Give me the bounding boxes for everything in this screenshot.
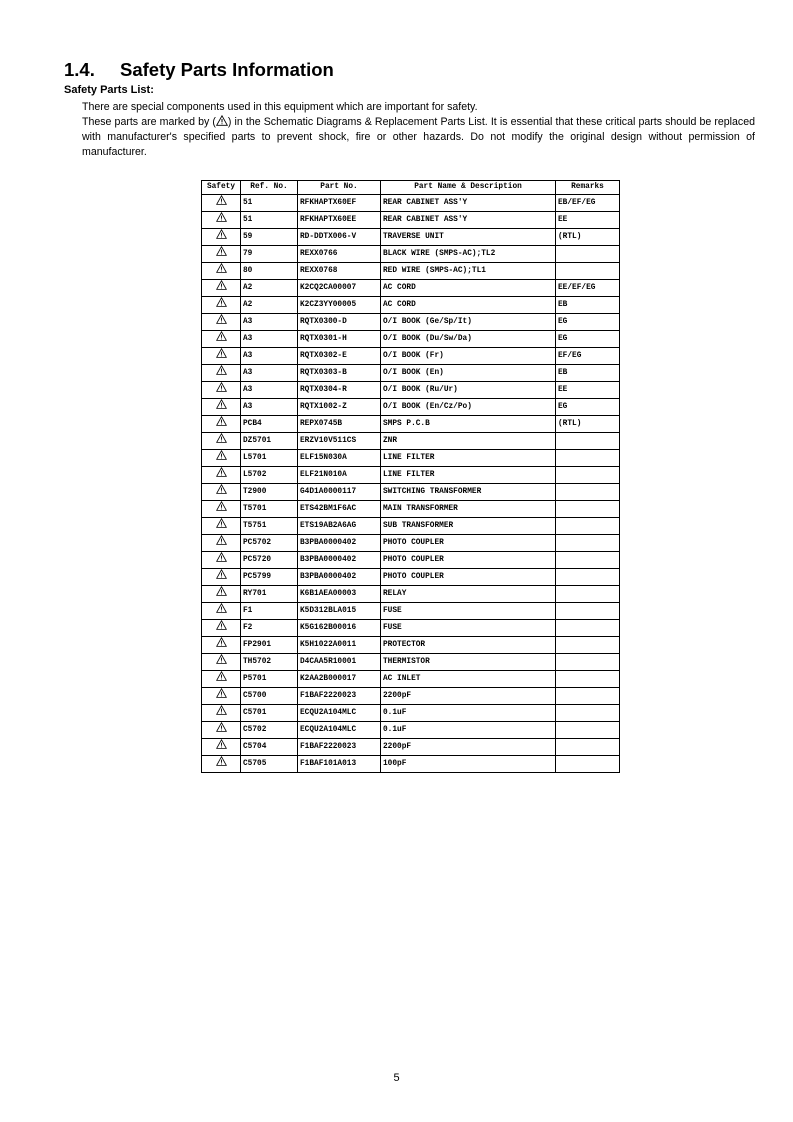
part-no-cell: ERZV10V511CS <box>298 433 381 450</box>
table-row <box>202 365 620 382</box>
safety-parts-table <box>201 180 620 773</box>
table-row <box>202 535 620 552</box>
safety-cell <box>202 586 241 603</box>
table-row <box>202 518 620 535</box>
safety-cell <box>202 416 241 433</box>
remarks-cell <box>556 688 620 705</box>
ref-no-cell: C5705 <box>241 756 298 773</box>
part-no-cell: REXX0768 <box>298 263 381 280</box>
safety-cell <box>202 518 241 535</box>
part-no-cell: ECQU2A104MLC <box>298 705 381 722</box>
description-cell: 2200pF <box>381 688 556 705</box>
safety-cell <box>202 433 241 450</box>
ref-no-cell: A3 <box>241 314 298 331</box>
description-cell: PROTECTOR <box>381 637 556 654</box>
description-cell: O/I BOOK (En) <box>381 365 556 382</box>
part-no-cell: F1BAF2220023 <box>298 739 381 756</box>
remarks-cell <box>556 518 620 535</box>
description-cell: FUSE <box>381 620 556 637</box>
description-cell: AC CORD <box>381 280 556 297</box>
table-row <box>202 450 620 467</box>
table-row <box>202 212 620 229</box>
description-cell: 100pF <box>381 756 556 773</box>
warning-triangle-icon <box>216 319 227 327</box>
ref-no-cell: F2 <box>241 620 298 637</box>
safety-cell <box>202 263 241 280</box>
remarks-cell <box>556 263 620 280</box>
ref-no-cell: 51 <box>241 212 298 229</box>
section-number: 1.4. <box>64 59 95 80</box>
warning-triangle-icon <box>216 608 227 616</box>
part-no-cell: K2CQ2CA00007 <box>298 280 381 297</box>
warning-triangle-icon <box>216 693 227 701</box>
safety-cell <box>202 195 241 212</box>
safety-cell <box>202 722 241 739</box>
subsection-title: Safety Parts List: <box>64 84 154 96</box>
safety-cell <box>202 467 241 484</box>
paragraph-text-after: ) in the Schematic Diagrams & Replacement Parts List. It is essential that these critical parts should be replaced with manufacturer's specified parts to prevent shock, fire or other hazards. Do not modify the original design without permission of manufacturer. <box>82 115 755 158</box>
table-row <box>202 552 620 569</box>
remarks-cell: EE <box>556 212 620 229</box>
table-row <box>202 416 620 433</box>
safety-cell <box>202 552 241 569</box>
remarks-cell <box>556 484 620 501</box>
part-no-cell: RQTX0303-B <box>298 365 381 382</box>
warning-triangle-icon <box>216 438 227 446</box>
warning-triangle-icon <box>216 251 227 259</box>
section-heading <box>64 59 334 81</box>
warning-triangle-icon <box>216 268 227 276</box>
table-row <box>202 501 620 518</box>
remarks-cell: EF/EG <box>556 348 620 365</box>
ref-no-cell: A3 <box>241 348 298 365</box>
description-cell: O/I BOOK (Du/Sw/Da) <box>381 331 556 348</box>
ref-no-cell: P5701 <box>241 671 298 688</box>
remarks-cell <box>556 654 620 671</box>
table-row <box>202 569 620 586</box>
description-cell: BLACK WIRE (SMPS-AC);TL2 <box>381 246 556 263</box>
remarks-cell: EB <box>556 297 620 314</box>
table-row <box>202 382 620 399</box>
ref-no-cell: A3 <box>241 365 298 382</box>
description-cell: 0.1uF <box>381 705 556 722</box>
safety-cell <box>202 688 241 705</box>
safety-cell <box>202 348 241 365</box>
warning-triangle-icon <box>216 234 227 242</box>
safety-cell <box>202 671 241 688</box>
header-part-no: Part No. <box>298 181 381 195</box>
warning-triangle-icon <box>216 404 227 412</box>
part-no-cell: RQTX0302-E <box>298 348 381 365</box>
description-cell: 2200pF <box>381 739 556 756</box>
part-no-cell: RFKHAPTX60EE <box>298 212 381 229</box>
remarks-cell <box>556 671 620 688</box>
description-cell: O/I BOOK (En/Cz/Po) <box>381 399 556 416</box>
description-cell: MAIN TRANSFORMER <box>381 501 556 518</box>
safety-cell <box>202 450 241 467</box>
ref-no-cell: A3 <box>241 331 298 348</box>
ref-no-cell: C5704 <box>241 739 298 756</box>
remarks-cell <box>556 722 620 739</box>
warning-triangle-icon <box>216 642 227 650</box>
part-no-cell: F1BAF101A013 <box>298 756 381 773</box>
ref-no-cell: A3 <box>241 399 298 416</box>
part-no-cell: ELF21N010A <box>298 467 381 484</box>
safety-cell <box>202 399 241 416</box>
safety-cell <box>202 637 241 654</box>
ref-no-cell: C5702 <box>241 722 298 739</box>
description-cell: 0.1uF <box>381 722 556 739</box>
safety-cell <box>202 331 241 348</box>
ref-no-cell: A3 <box>241 382 298 399</box>
warning-triangle-icon <box>216 353 227 361</box>
remarks-cell <box>556 552 620 569</box>
warning-triangle-icon <box>216 574 227 582</box>
description-cell: LINE FILTER <box>381 450 556 467</box>
warning-triangle-icon <box>216 455 227 463</box>
warning-triangle-icon <box>216 523 227 531</box>
table-row <box>202 603 620 620</box>
table-row <box>202 229 620 246</box>
warning-triangle-icon <box>216 710 227 718</box>
table-row <box>202 654 620 671</box>
description-cell: SUB TRANSFORMER <box>381 518 556 535</box>
description-cell: AC INLET <box>381 671 556 688</box>
safety-cell <box>202 297 241 314</box>
table-row <box>202 348 620 365</box>
warning-triangle-icon <box>216 336 227 344</box>
part-no-cell: RQTX0304-R <box>298 382 381 399</box>
part-no-cell: K5H1022A0011 <box>298 637 381 654</box>
warning-triangle-icon <box>216 591 227 599</box>
safety-paragraph <box>82 115 755 160</box>
description-cell: THERMISTOR <box>381 654 556 671</box>
ref-no-cell: T2900 <box>241 484 298 501</box>
warning-triangle-icon <box>216 506 227 514</box>
warning-triangle-icon <box>216 217 227 225</box>
header-remarks: Remarks <box>556 181 620 195</box>
table-row <box>202 705 620 722</box>
warning-triangle-icon <box>216 115 228 131</box>
safety-cell <box>202 654 241 671</box>
table-row <box>202 314 620 331</box>
warning-triangle-icon <box>216 659 227 667</box>
part-no-cell: D4CAA5R10001 <box>298 654 381 671</box>
remarks-cell <box>556 246 620 263</box>
warning-triangle-icon <box>216 489 227 497</box>
ref-no-cell: PC5702 <box>241 535 298 552</box>
warning-triangle-icon <box>216 540 227 548</box>
description-cell: LINE FILTER <box>381 467 556 484</box>
table-body <box>202 195 620 773</box>
remarks-cell <box>556 535 620 552</box>
ref-no-cell: DZ5701 <box>241 433 298 450</box>
safety-cell <box>202 705 241 722</box>
description-cell: FUSE <box>381 603 556 620</box>
description-cell: RELAY <box>381 586 556 603</box>
description-cell: PHOTO COUPLER <box>381 569 556 586</box>
remarks-cell <box>556 586 620 603</box>
safety-cell <box>202 280 241 297</box>
table-row <box>202 467 620 484</box>
safety-cell <box>202 246 241 263</box>
header-safety: Safety <box>202 181 241 195</box>
description-cell: SWITCHING TRANSFORMER <box>381 484 556 501</box>
ref-no-cell: FP2901 <box>241 637 298 654</box>
ref-no-cell: 59 <box>241 229 298 246</box>
safety-cell <box>202 620 241 637</box>
warning-triangle-icon <box>216 625 227 633</box>
safety-cell <box>202 212 241 229</box>
description-cell: PHOTO COUPLER <box>381 552 556 569</box>
warning-triangle-icon <box>216 370 227 378</box>
description-cell: O/I BOOK (Fr) <box>381 348 556 365</box>
safety-cell <box>202 756 241 773</box>
header-part-name: Part Name & Description <box>381 181 556 195</box>
table-row <box>202 586 620 603</box>
remarks-cell <box>556 620 620 637</box>
section-title: Safety Parts Information <box>120 59 334 80</box>
table-row <box>202 433 620 450</box>
safety-cell <box>202 569 241 586</box>
intro-paragraph: There are special components used in this equipment which are important for safety. <box>82 101 478 113</box>
table-row <box>202 263 620 280</box>
remarks-cell <box>556 467 620 484</box>
header-ref-no: Ref. No. <box>241 181 298 195</box>
table-row <box>202 620 620 637</box>
table-row <box>202 195 620 212</box>
remarks-cell: EG <box>556 399 620 416</box>
table-row <box>202 756 620 773</box>
description-cell: AC CORD <box>381 297 556 314</box>
part-no-cell: RQTX0301-H <box>298 331 381 348</box>
ref-no-cell: RY701 <box>241 586 298 603</box>
part-no-cell: G4D1A0000117 <box>298 484 381 501</box>
part-no-cell: K5D312BLA015 <box>298 603 381 620</box>
ref-no-cell: L5702 <box>241 467 298 484</box>
safety-cell <box>202 229 241 246</box>
warning-triangle-icon <box>216 727 227 735</box>
part-no-cell: K5G162B00016 <box>298 620 381 637</box>
warning-triangle-icon <box>216 676 227 684</box>
warning-triangle-icon <box>216 744 227 752</box>
ref-no-cell: 51 <box>241 195 298 212</box>
remarks-cell <box>556 569 620 586</box>
remarks-cell: EB <box>556 365 620 382</box>
table-row <box>202 297 620 314</box>
warning-triangle-icon <box>216 761 227 769</box>
description-cell: O/I BOOK (Ru/Ur) <box>381 382 556 399</box>
table-row <box>202 739 620 756</box>
part-no-cell: B3PBA0000402 <box>298 535 381 552</box>
description-cell: ZNR <box>381 433 556 450</box>
table-row <box>202 331 620 348</box>
ref-no-cell: 80 <box>241 263 298 280</box>
table-header-row <box>202 181 620 195</box>
part-no-cell: K2AA2B000017 <box>298 671 381 688</box>
ref-no-cell: A2 <box>241 297 298 314</box>
safety-cell <box>202 314 241 331</box>
part-no-cell: RQTX1002-Z <box>298 399 381 416</box>
part-no-cell: B3PBA0000402 <box>298 569 381 586</box>
part-no-cell: REXX0766 <box>298 246 381 263</box>
table-row <box>202 688 620 705</box>
ref-no-cell: A2 <box>241 280 298 297</box>
ref-no-cell: TH5702 <box>241 654 298 671</box>
table-row <box>202 671 620 688</box>
part-no-cell: RQTX0300-D <box>298 314 381 331</box>
ref-no-cell: PC5799 <box>241 569 298 586</box>
part-no-cell: B3PBA0000402 <box>298 552 381 569</box>
remarks-cell: EE/EF/EG <box>556 280 620 297</box>
part-no-cell: REPX0745B <box>298 416 381 433</box>
page-number: 5 <box>393 1072 400 1084</box>
safety-cell <box>202 365 241 382</box>
warning-triangle-icon <box>216 557 227 565</box>
ref-no-cell: C5700 <box>241 688 298 705</box>
part-no-cell: ELF15N030A <box>298 450 381 467</box>
description-cell: PHOTO COUPLER <box>381 535 556 552</box>
description-cell: REAR CABINET ASS'Y <box>381 195 556 212</box>
description-cell: REAR CABINET ASS'Y <box>381 212 556 229</box>
ref-no-cell: PC5720 <box>241 552 298 569</box>
warning-triangle-icon <box>216 421 227 429</box>
safety-cell <box>202 739 241 756</box>
safety-cell <box>202 382 241 399</box>
part-no-cell: RD-DDTX006-V <box>298 229 381 246</box>
remarks-cell: EG <box>556 314 620 331</box>
part-no-cell: RFKHAPTX60EF <box>298 195 381 212</box>
part-no-cell: ETS42BM1F6AC <box>298 501 381 518</box>
remarks-cell <box>556 739 620 756</box>
remarks-cell <box>556 450 620 467</box>
safety-cell <box>202 535 241 552</box>
ref-no-cell: T5751 <box>241 518 298 535</box>
warning-triangle-icon <box>216 285 227 293</box>
remarks-cell: (RTL) <box>556 229 620 246</box>
part-no-cell: K2CZ3YY00005 <box>298 297 381 314</box>
ref-no-cell: L5701 <box>241 450 298 467</box>
warning-triangle-icon <box>216 387 227 395</box>
table-row <box>202 722 620 739</box>
ref-no-cell: C5701 <box>241 705 298 722</box>
table-row <box>202 246 620 263</box>
safety-cell <box>202 603 241 620</box>
ref-no-cell: T5701 <box>241 501 298 518</box>
table-row <box>202 484 620 501</box>
table-row <box>202 399 620 416</box>
warning-triangle-icon <box>216 302 227 310</box>
table-row <box>202 637 620 654</box>
part-no-cell: ETS19AB2A6AG <box>298 518 381 535</box>
remarks-cell <box>556 705 620 722</box>
part-no-cell: F1BAF2220023 <box>298 688 381 705</box>
remarks-cell <box>556 603 620 620</box>
safety-cell <box>202 501 241 518</box>
remarks-cell: EB/EF/EG <box>556 195 620 212</box>
part-no-cell: ECQU2A104MLC <box>298 722 381 739</box>
ref-no-cell: 79 <box>241 246 298 263</box>
part-no-cell: K6B1AEA00003 <box>298 586 381 603</box>
remarks-cell <box>556 433 620 450</box>
table-row <box>202 280 620 297</box>
remarks-cell <box>556 756 620 773</box>
remarks-cell: (RTL) <box>556 416 620 433</box>
safety-cell <box>202 484 241 501</box>
description-cell: SMPS P.C.B <box>381 416 556 433</box>
description-cell: RED WIRE (SMPS-AC);TL1 <box>381 263 556 280</box>
remarks-cell <box>556 501 620 518</box>
paragraph-text-before: These parts are marked by ( <box>82 115 216 128</box>
ref-no-cell: F1 <box>241 603 298 620</box>
remarks-cell: EE <box>556 382 620 399</box>
description-cell: TRAVERSE UNIT <box>381 229 556 246</box>
ref-no-cell: PCB4 <box>241 416 298 433</box>
description-cell: O/I BOOK (Ge/Sp/It) <box>381 314 556 331</box>
remarks-cell: EG <box>556 331 620 348</box>
remarks-cell <box>556 637 620 654</box>
warning-triangle-icon <box>216 472 227 480</box>
warning-triangle-icon <box>216 200 227 208</box>
